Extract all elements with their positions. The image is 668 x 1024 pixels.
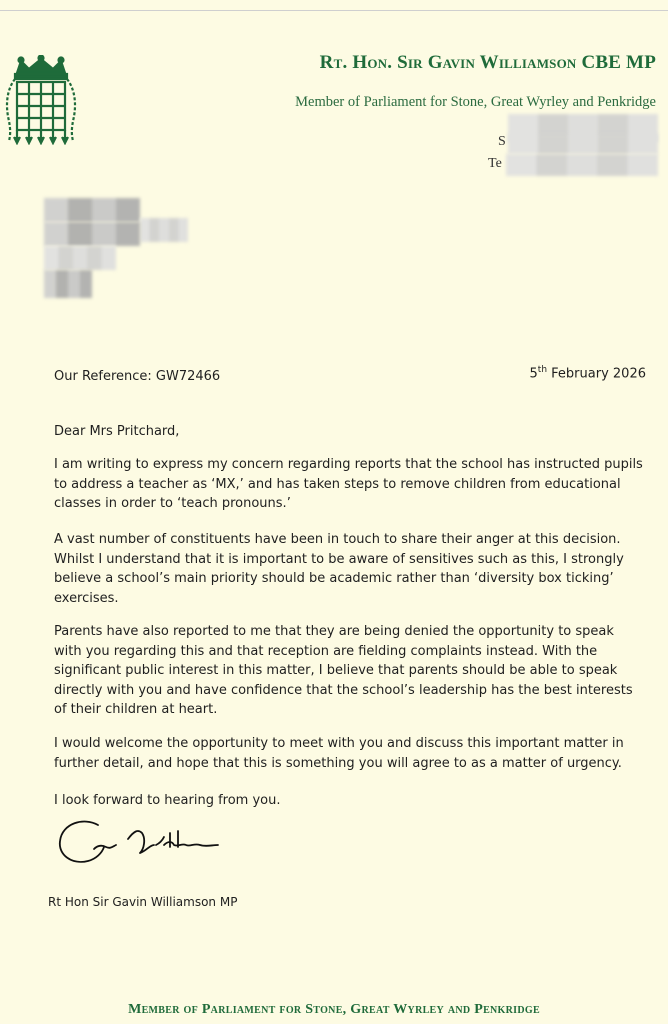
- body-paragraph-2: A vast number of constituents have been in touch to share their anger at this decision. Whilst I understand that it is important to be aware of sensitives such as this, I strongly believe a school’s main priority should be academic rather than ‘diversity box ticking’ exercises.: [54, 532, 624, 606]
- redacted-telephone: [506, 154, 658, 176]
- mp-constituency-subheading: Member of Parliament for Stone, Great Wyrley and Penkridge: [295, 94, 656, 110]
- our-reference: Our Reference: GW72466: [54, 369, 221, 384]
- body-paragraph-1: I am writing to express my concern regarding reports that the school has instructed pupils to address a teacher as ‘MX,’ and has taken steps to remove children from educational classes in order to ‘teach pronouns.’: [54, 457, 643, 511]
- page-top-edge: [0, 10, 668, 11]
- redacted-recipient-line-1: [44, 198, 140, 222]
- footer-constituency: Member of Parliament for Stone, Great Wyrley and Penkridge: [128, 1002, 540, 1017]
- redacted-recipient-line-1b: [140, 218, 188, 242]
- signatory-name: Rt Hon Sir Gavin Williamson MP: [48, 895, 238, 909]
- portcullis-icon: [3, 55, 79, 145]
- body-paragraph-4: I would welcome the opportunity to meet with you and discuss this important matter in further detail, and hope that this is something you will agree to as a matter of urgency.: [54, 736, 624, 771]
- letter-date: 5th February 2026: [529, 365, 646, 382]
- redacted-address-line-2: [508, 134, 658, 154]
- salutation: Dear Mrs Pritchard,: [54, 424, 180, 439]
- redacted-recipient-line-3: [44, 246, 116, 270]
- address-line-2-visible-prefix: Te: [488, 156, 502, 171]
- address-line-1-visible-prefix: S: [498, 134, 506, 149]
- body-paragraph-5: I look forward to hearing from you.: [54, 793, 281, 808]
- mp-name-heading: Rt. Hon. Sir Gavin Williamson CBE MP: [319, 52, 656, 73]
- body-paragraph-3: Parents have also reported to me that they are being denied the opportunity to speak with you regarding this and that reception are fielding complaints instead. With the significant public interest in this matter, I believe that parents should be able to speak directly with you and have confidence that the school’s leadership has the best interests of their children at heart.: [54, 624, 633, 717]
- redacted-recipient-line-4: [44, 270, 92, 298]
- redacted-recipient-line-2: [44, 222, 140, 246]
- handwritten-signature: [54, 815, 224, 873]
